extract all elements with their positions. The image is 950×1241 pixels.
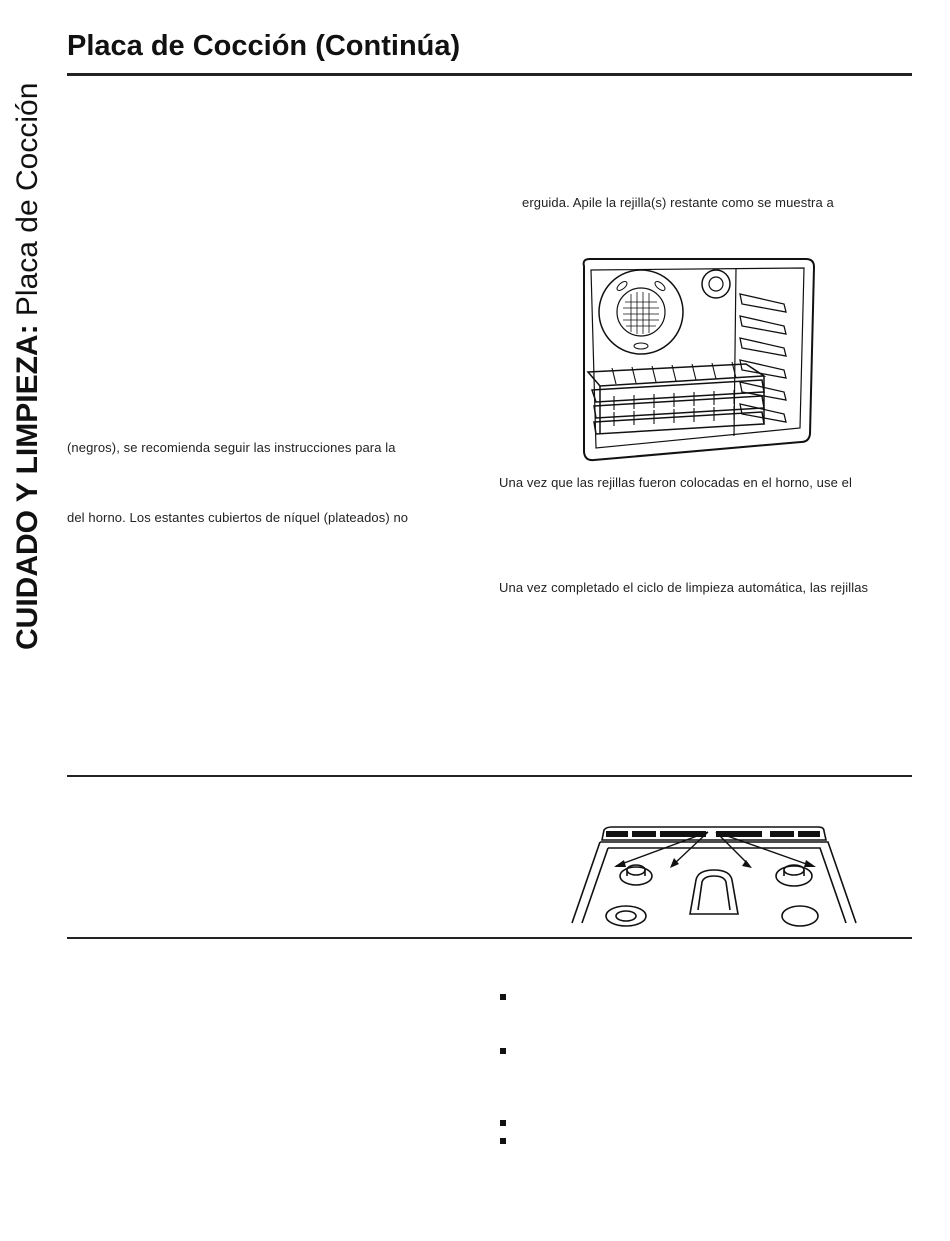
text-line-ciclo-limpieza: Una vez completado el ciclo de limpieza automática, las rejillas (499, 580, 869, 595)
page-title: Placa de Cocción (Continúa) (67, 30, 461, 62)
bullet-marker (500, 994, 506, 1000)
bullet-marker (500, 1120, 506, 1126)
text-line-erguida: erguida. Apile la rejilla(s) restante como se muestra a (522, 195, 834, 210)
text-line-negros: (negros), se recomienda seguir las instrucciones para la (67, 440, 396, 455)
side-section-tab (8, 38, 48, 650)
text-line-horno: del horno. Los estantes cubiertos de níquel (plateados) no (67, 510, 409, 525)
side-section-label: CUIDADO Y LIMPIEZA: (11, 324, 44, 650)
bullet-marker (500, 1048, 506, 1054)
text-line-rejillas-colocadas: Una vez que las rejillas fueron colocadas en el horno, use el (499, 475, 852, 490)
section-rule-lower (67, 937, 912, 939)
side-topic-label: Placa de Cocción (11, 82, 44, 325)
title-rule (67, 73, 912, 76)
bullet-marker (500, 1138, 506, 1144)
oven-racks-illustration (578, 256, 818, 466)
section-rule (67, 775, 912, 777)
cooktop-burners-illustration (566, 824, 860, 924)
